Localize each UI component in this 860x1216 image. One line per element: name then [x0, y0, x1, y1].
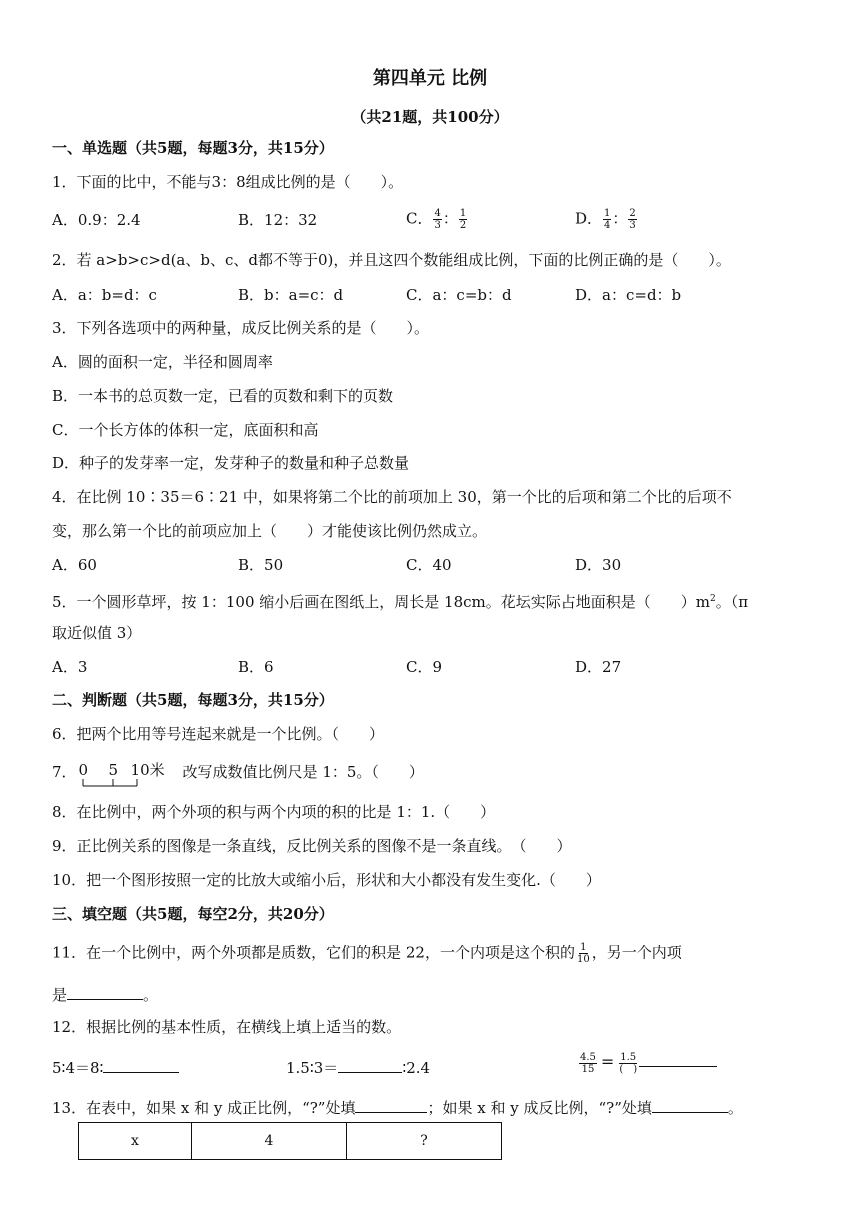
fraction [576, 942, 591, 965]
q13-end: 。 [727, 1099, 743, 1117]
answer-blank[interactable] [652, 1096, 728, 1113]
table-cell-4: 4 [192, 1123, 347, 1160]
q12-part-1 [52, 1056, 179, 1078]
q1-option-b: B．12：32 [238, 211, 318, 229]
page-title: 第四单元 比例 [372, 68, 488, 89]
page-subtitle: （共21题，共100分） [351, 108, 509, 126]
q2-option-c: C．a：c=b：d [406, 286, 512, 304]
q11-stem-end: ，另一个内项 [591, 943, 682, 962]
question-8: 8．在比例中，两个外项的积与两个内项的积的比是 1：1.（ ） [52, 803, 496, 821]
fraction-numerator: 4 [434, 208, 441, 219]
q3-option-b: B．一本书的总页数一定，已看的页数和剩下的页数 [52, 387, 394, 405]
question-5-stem-line-1 [52, 589, 748, 612]
fraction-denominator: 2 [459, 220, 467, 231]
fraction-numerator: 1 [604, 208, 611, 219]
question-12-stem: 12．根据比例的基本性质，在横线上填上适当的数。 [52, 1018, 402, 1036]
section-heading-true-false: 二、判断题（共5题，每题3分，共15分） [52, 691, 334, 709]
answer-blank[interactable] [338, 1056, 402, 1073]
fraction-denominator: 10 [576, 954, 590, 965]
question-4-stem-line-1: 4．在比例 10∶35＝6∶21 中，如果将第二个比的前项加上 30，第一个比的后项和第二个比的后项不 [52, 488, 732, 506]
answer-blank[interactable] [639, 1050, 717, 1067]
table-row [79, 1123, 502, 1160]
q5-stem-part-a: 5．一个圆形草坪，按 1：100 缩小后画在图纸上，周长是 18cm。花坛实际占地面积是（ ）m [52, 593, 710, 611]
answer-blank[interactable] [103, 1056, 179, 1073]
q13-stem-a: 13．在表中，如果 x 和 y 成正比例，“?”处填 [52, 1099, 356, 1117]
section-heading-single-choice: 一、单选题（共5题，每题3分，共15分） [52, 139, 334, 157]
q12-part-2-end: ∶2.4 [402, 1059, 431, 1077]
question-11-line-1 [52, 942, 682, 965]
fraction-denominator: ( ) [619, 1063, 638, 1075]
question-2-stem: 2．若 a>b>c>d(a、b、c、d都不等于0)，并且这四个数能组成比例，下面的比例正确的是（ ）。 [52, 251, 731, 269]
q5-option-b: B．6 [238, 658, 274, 676]
question-7-text: 改写成数值比例尺是 1：5。（ ） [182, 763, 424, 781]
q4-option-b: B．50 [238, 556, 284, 574]
equals-sign: = [600, 1052, 615, 1071]
fraction-numerator: 2 [629, 208, 636, 219]
question-9: 9．正比例关系的图像是一条直线，反比例关系的图像不是一条直线。 （ ） [52, 837, 572, 855]
fraction [603, 208, 611, 231]
fraction-numerator: 1.5 [620, 1051, 637, 1063]
table-cell-unknown[interactable]: ? [347, 1123, 502, 1160]
q3-option-c: C．一个长方体的体积一定，底面积和高 [52, 421, 319, 439]
q5-option-d: D．27 [575, 658, 622, 676]
fraction [459, 208, 467, 231]
q12-part-2 [286, 1056, 430, 1078]
q3-option-a: A．圆的面积一定，半径和圆周率 [52, 353, 273, 371]
fraction [628, 208, 636, 231]
q2-option-b: B．b：a=c：d [238, 286, 344, 304]
table-cell-x: x [79, 1123, 192, 1160]
scale-tick-10: 10米 [130, 761, 165, 779]
fraction-numerator: 1 [459, 208, 467, 219]
scale-tick-0: 0 [78, 761, 89, 779]
q1-option-a: A．0.9：2.4 [52, 211, 141, 229]
ratio-sep: ： [612, 209, 628, 228]
q13-stem-b: ；如果 x 和 y 成反比例，“?”处填 [427, 1099, 652, 1117]
q1-option-d [575, 208, 638, 231]
q1-option-d-label: D． [575, 209, 603, 228]
question-6: 6．把两个比用等号连起来就是一个比例。（ ） [52, 725, 385, 743]
q4-option-c: C．40 [406, 556, 452, 574]
question-10: 10．把一个图形按照一定的比放大或缩小后，形状和大小都没有发生变化.（ ） [52, 871, 601, 889]
q2-option-a: A．a：b=d：c [52, 286, 157, 304]
question-5-stem-line-2: 取近似值 3） [52, 624, 142, 642]
fraction-denominator: 3 [629, 220, 636, 231]
question-7 [52, 762, 424, 782]
fraction-numerator: 1 [580, 942, 587, 953]
ratio-sep: ： [442, 209, 458, 228]
q12-part-3 [578, 1050, 717, 1075]
q13-table [78, 1122, 502, 1160]
q4-option-a: A．60 [52, 556, 97, 574]
q2-option-d: D．a：c=d：b [575, 286, 682, 304]
scale-tick-5: 5 [108, 761, 119, 779]
q11-stem-2: 是 [52, 986, 68, 1004]
q12-part-1-text: 5∶4＝8∶ [52, 1059, 104, 1077]
q5-stem-part-b: 。（π [715, 593, 749, 611]
question-13-stem [52, 1096, 743, 1118]
fraction [433, 208, 441, 231]
superscript: 2 [709, 594, 716, 604]
fraction [579, 1052, 597, 1075]
fraction [618, 1052, 638, 1075]
fraction-denominator: 3 [434, 220, 441, 231]
q1-option-c [406, 208, 468, 231]
fraction-numerator: 4.5 [580, 1051, 596, 1063]
q4-option-d: D．30 [575, 556, 622, 574]
scale-bar [77, 762, 183, 782]
answer-blank[interactable] [67, 983, 143, 1000]
q11-stem: 11．在一个比例中，两个外项都是质数，它们的积是 22，一个内项是这个积的 [52, 943, 575, 962]
q5-option-a: A．3 [52, 658, 88, 676]
section-heading-fill-blank: 三、填空题（共5题，每空2分，共20分） [52, 905, 334, 923]
question-3-stem: 3．下列各选项中的两种量，成反比例关系的是（ ）。 [52, 319, 430, 337]
question-7-number: 7． [52, 763, 77, 781]
q3-option-d: D．种子的发芽率一定，发芽种子的数量和种子总数量 [52, 454, 410, 472]
q12-part-2-text: 1.5∶3＝ [286, 1059, 339, 1077]
fraction-denominator: 15 [581, 1063, 595, 1075]
q1-option-c-label: C． [406, 209, 433, 228]
question-11-line-2 [52, 983, 158, 1005]
scale-line [77, 776, 157, 788]
answer-blank[interactable] [355, 1096, 427, 1113]
q11-end: 。 [143, 986, 159, 1004]
q5-option-c: C．9 [406, 658, 443, 676]
question-4-stem-line-2: 变，那么第一个比的前项应加上（ ）才能使该比例仍然成立。 [52, 522, 488, 540]
fraction-denominator: 4 [604, 220, 611, 231]
question-1-stem: 1．下面的比中，不能与3：8组成比例的是（ ）。 [52, 173, 404, 191]
